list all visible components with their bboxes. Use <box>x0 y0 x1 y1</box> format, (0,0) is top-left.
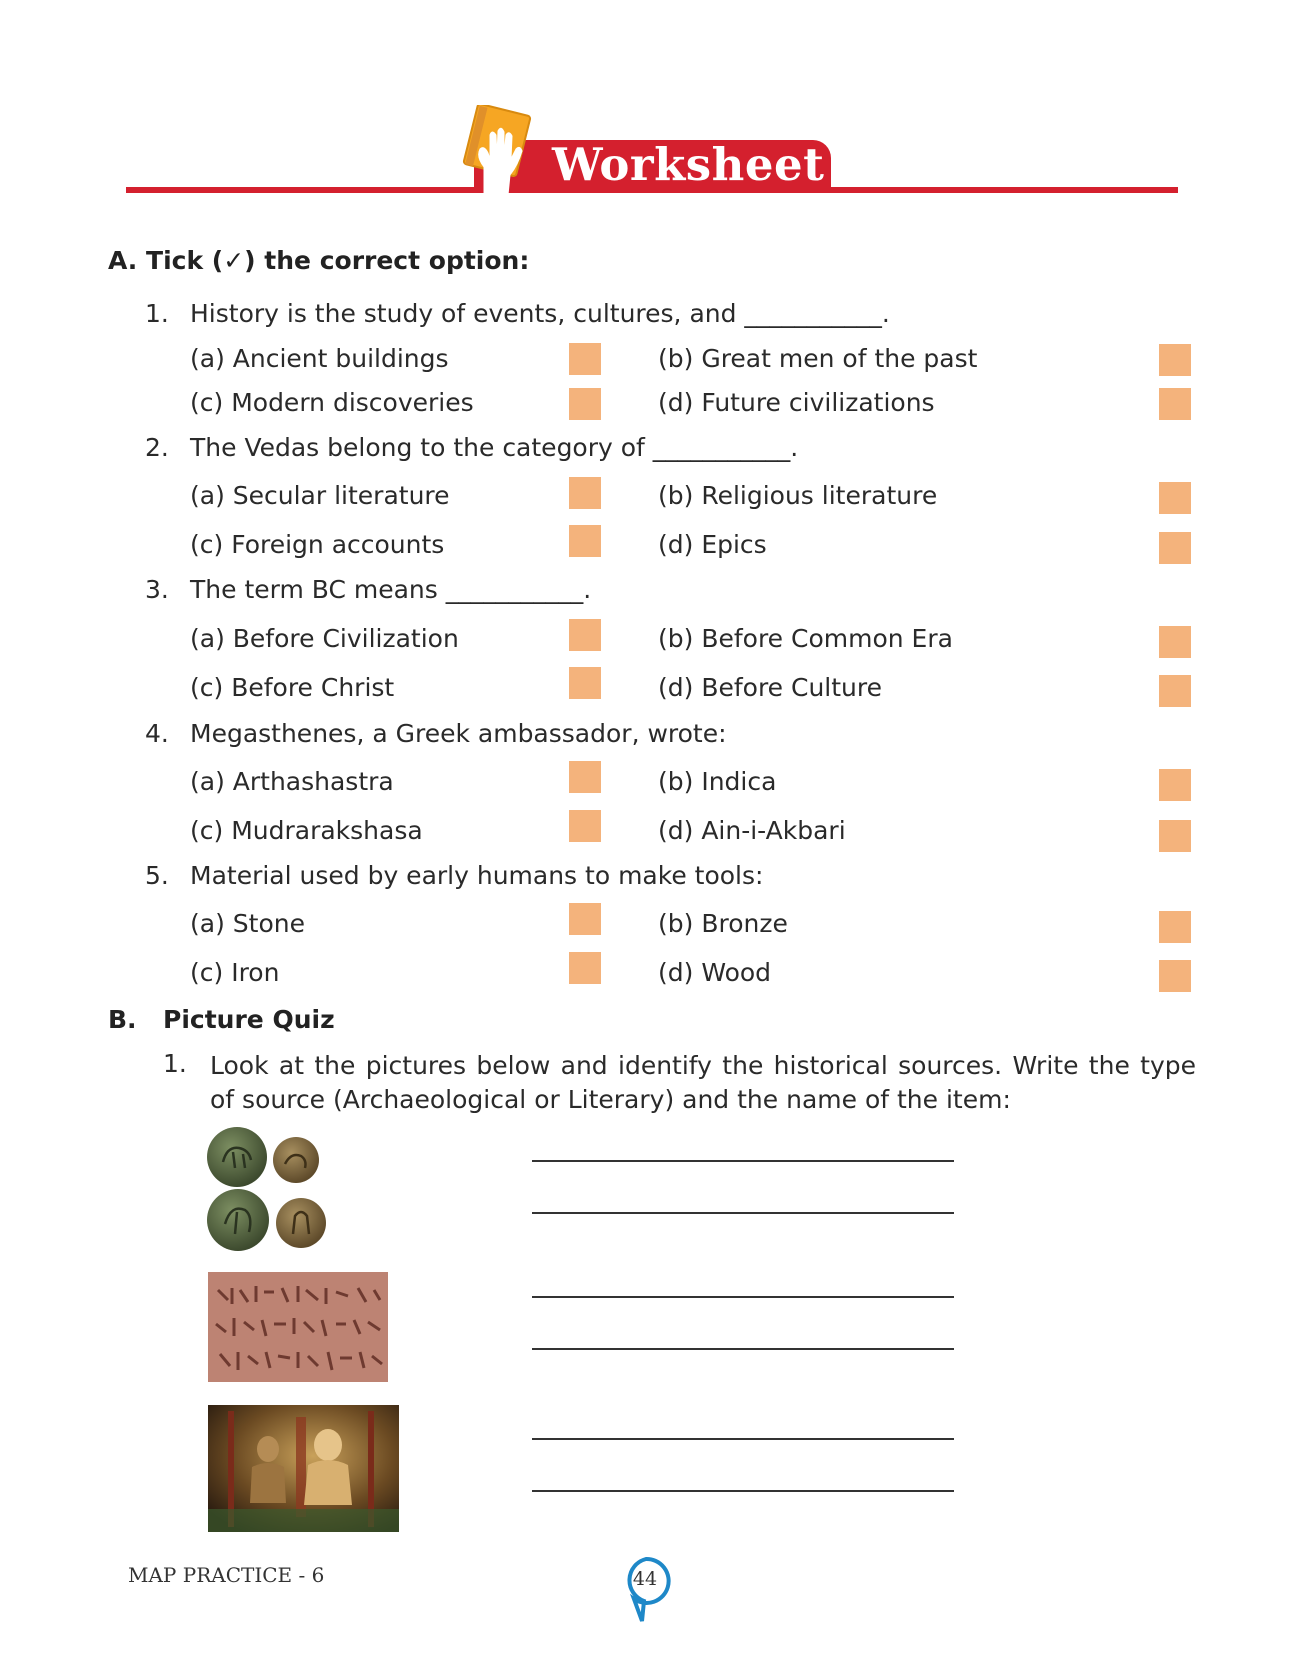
question-text: Material used by early humans to make tools: <box>190 861 764 890</box>
tick-box[interactable] <box>1159 960 1191 992</box>
picture-quiz-instructions: Look at the pictures below and identify the historical sources. Write the type of source (Archaeological or Literary) and the name of the item: <box>210 1051 1196 1114</box>
answer-line[interactable] <box>532 1438 954 1440</box>
option-d: (d) Ain-i-Akbari <box>658 816 846 845</box>
option-c: (c) Modern discoveries <box>190 388 474 417</box>
question-number: 2. <box>145 433 169 462</box>
question-text: The term BC means ___________. <box>190 575 592 604</box>
option-a: (a) Arthashastra <box>190 767 394 796</box>
option-c: (c) Foreign accounts <box>190 530 445 559</box>
answer-line[interactable] <box>532 1296 954 1298</box>
tick-box[interactable] <box>1159 388 1191 420</box>
footer-book-title: MAP PRACTICE - 6 <box>128 1563 325 1587</box>
option-d: (d) Future civilizations <box>658 388 935 417</box>
option-a: (a) Before Civilization <box>190 624 459 653</box>
option-c: (c) Iron <box>190 958 280 987</box>
answer-line[interactable] <box>532 1212 954 1214</box>
question-number: 1. <box>145 299 169 328</box>
tick-box[interactable] <box>569 619 601 651</box>
option-b: (b) Before Common Era <box>658 624 953 653</box>
page-number: 44 <box>632 1568 658 1590</box>
book-hand-icon <box>462 105 542 195</box>
tick-box[interactable] <box>1159 769 1191 801</box>
option-d: (d) Epics <box>658 530 767 559</box>
option-d: (d) Wood <box>658 958 772 987</box>
answer-line[interactable] <box>532 1490 954 1492</box>
tick-box[interactable] <box>569 343 601 375</box>
section-b-label: B. <box>108 1005 137 1034</box>
tick-box[interactable] <box>569 761 601 793</box>
tick-box[interactable] <box>569 667 601 699</box>
option-c: (c) Mudrarakshasa <box>190 816 423 845</box>
option-c: (c) Before Christ <box>190 673 395 702</box>
answer-line[interactable] <box>532 1160 954 1162</box>
question-text: History is the study of events, cultures, and ___________. <box>190 299 890 328</box>
tick-box[interactable] <box>569 903 601 935</box>
option-a: (a) Secular literature <box>190 481 450 510</box>
question-number: 4. <box>145 719 169 748</box>
option-d: (d) Before Culture <box>658 673 883 702</box>
tick-box[interactable] <box>569 952 601 984</box>
coins-image <box>205 1124 327 1252</box>
option-b: (b) Religious literature <box>658 481 938 510</box>
inscription-image <box>208 1272 388 1382</box>
option-a: (a) Ancient buildings <box>190 344 449 373</box>
page-title: Worksheet <box>552 138 825 191</box>
question-number: 1. <box>163 1049 187 1078</box>
tick-box[interactable] <box>1159 344 1191 376</box>
page-badge-icon <box>620 1555 672 1625</box>
tick-box[interactable] <box>569 388 601 420</box>
tick-box[interactable] <box>1159 532 1191 564</box>
question-number: 5. <box>145 861 169 890</box>
option-a: (a) Stone <box>190 909 305 938</box>
answer-line[interactable] <box>532 1348 954 1350</box>
tick-box[interactable] <box>569 525 601 557</box>
option-b: (b) Indica <box>658 767 777 796</box>
question-text: Megasthenes, a Greek ambassador, wrote: <box>190 719 727 748</box>
section-b-title: Picture Quiz <box>163 1005 335 1034</box>
option-b: (b) Bronze <box>658 909 788 938</box>
option-b: (b) Great men of the past <box>658 344 978 373</box>
question-number: 3. <box>145 575 169 604</box>
tick-box[interactable] <box>1159 911 1191 943</box>
tick-box[interactable] <box>569 477 601 509</box>
tick-box[interactable] <box>1159 820 1191 852</box>
question-text: The Vedas belong to the category of ___________. <box>190 433 799 462</box>
tick-box[interactable] <box>1159 482 1191 514</box>
tick-box[interactable] <box>569 810 601 842</box>
tick-box[interactable] <box>1159 626 1191 658</box>
tick-box[interactable] <box>1159 675 1191 707</box>
section-a-title: A. Tick (✓) the correct option: <box>108 246 530 275</box>
painting-image <box>208 1405 399 1532</box>
